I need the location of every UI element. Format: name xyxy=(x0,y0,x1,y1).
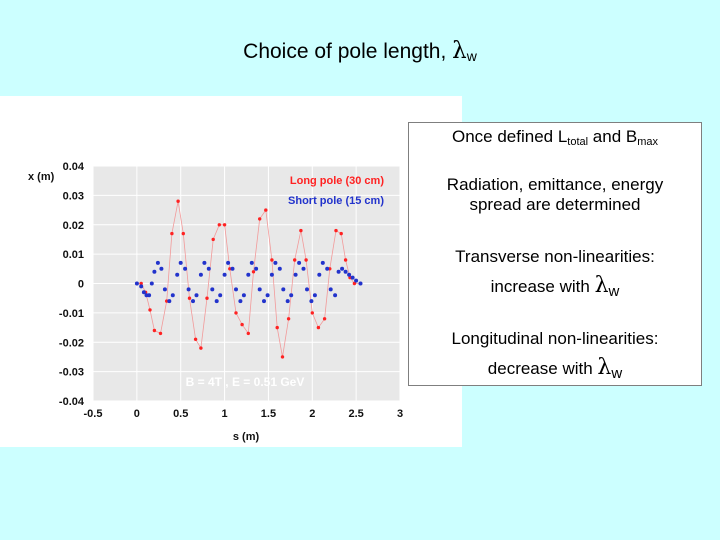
trajectory-plot xyxy=(0,96,462,447)
long-pole-point xyxy=(218,223,221,226)
short-pole-point xyxy=(210,287,214,291)
info-text: decrease with xyxy=(487,359,593,379)
info-text: Longitudinal non-linearities: xyxy=(451,329,659,348)
x-tick-label: 2.5 xyxy=(348,408,364,420)
short-pole-point xyxy=(266,293,270,297)
short-pole-point xyxy=(215,299,219,303)
short-pole-point xyxy=(340,267,344,271)
long-pole-point xyxy=(281,355,284,358)
x-tick-label: 1 xyxy=(221,408,228,420)
long-pole-point xyxy=(194,338,197,341)
y-tick-label: 0 xyxy=(77,278,84,291)
short-pole-point xyxy=(273,261,277,265)
slide-title xyxy=(0,38,720,64)
long-pole-point xyxy=(176,200,179,203)
short-pole-point xyxy=(183,267,187,271)
short-pole-point xyxy=(344,270,348,274)
short-pole-point xyxy=(286,299,290,303)
short-pole-point xyxy=(246,273,250,277)
short-pole-point xyxy=(167,299,171,303)
short-pole-point xyxy=(294,273,298,277)
short-pole-point xyxy=(297,261,301,265)
plot-canvas xyxy=(0,96,462,447)
short-pole-point xyxy=(289,293,293,297)
long-pole-point xyxy=(159,332,162,335)
short-pole-point xyxy=(238,299,242,303)
short-pole-point xyxy=(270,273,274,277)
short-pole-point xyxy=(242,293,246,297)
short-pole-point xyxy=(139,284,143,288)
info-line-defined xyxy=(409,127,701,149)
y-tick-label: -0.01 xyxy=(58,307,84,320)
long-pole-point xyxy=(340,232,343,235)
short-pole-point xyxy=(175,273,179,277)
y-tick-label: 0.04 xyxy=(62,161,84,173)
y-tick-label: -0.02 xyxy=(58,337,84,350)
short-pole-point xyxy=(305,287,309,291)
short-pole-point xyxy=(187,287,191,291)
short-pole-point xyxy=(150,282,154,286)
long-pole-point xyxy=(240,323,243,326)
info-box xyxy=(408,122,702,386)
x-tick-label: 0.5 xyxy=(173,408,189,420)
long-pole-point xyxy=(252,270,255,273)
lambda-subscript: w xyxy=(466,48,477,64)
short-pole-point xyxy=(278,267,282,271)
long-pole-point xyxy=(276,326,279,329)
short-pole-point xyxy=(152,270,156,274)
short-pole-point xyxy=(234,287,238,291)
info-line-transverse xyxy=(409,247,701,301)
long-pole-point xyxy=(311,311,314,314)
long-pole-point xyxy=(334,229,337,232)
short-pole-point xyxy=(321,261,325,265)
short-pole-point xyxy=(325,267,329,271)
info-text: and B xyxy=(588,127,638,146)
long-pole-point xyxy=(287,317,290,320)
legend-short-pole: Short pole (15 cm) xyxy=(288,195,384,207)
short-pole-point xyxy=(354,279,358,283)
short-pole-point xyxy=(163,287,167,291)
long-pole-point xyxy=(299,229,302,232)
short-pole-point xyxy=(199,273,203,277)
short-pole-point xyxy=(313,293,317,297)
short-pole-point xyxy=(262,299,266,303)
title-text: Choice of pole length, xyxy=(243,40,447,63)
y-axis-label: x (m) xyxy=(28,171,55,183)
y-tick-label: 0.01 xyxy=(62,249,84,262)
long-pole-point xyxy=(293,258,296,261)
lambda-symbol: λ xyxy=(594,273,609,299)
short-pole-point xyxy=(258,287,262,291)
info-text: Transverse non-linearities: xyxy=(455,247,655,266)
short-pole-point xyxy=(302,267,306,271)
lambda-subscript: w xyxy=(608,283,620,301)
info-text: spread are determined xyxy=(469,195,641,215)
short-pole-point xyxy=(226,261,230,265)
long-pole-point xyxy=(344,258,347,261)
short-pole-point xyxy=(191,299,195,303)
info-text: Once defined L xyxy=(451,127,568,146)
info-subscript: max xyxy=(637,136,659,148)
info-text: Radiation, emittance, energy xyxy=(446,175,664,194)
long-pole-point xyxy=(148,308,151,311)
short-pole-point xyxy=(281,287,285,291)
short-pole-point xyxy=(250,261,254,265)
short-pole-point xyxy=(309,299,313,303)
info-subscript: total xyxy=(567,136,589,148)
x-axis-label: s (m) xyxy=(232,431,260,443)
short-pole-point xyxy=(202,261,206,265)
y-tick-label: -0.03 xyxy=(58,366,84,379)
short-pole-point xyxy=(231,267,235,271)
long-pole-point xyxy=(258,217,261,220)
long-pole-point xyxy=(170,232,173,235)
short-pole-point xyxy=(207,267,211,271)
lambda-subscript: w xyxy=(611,365,623,383)
long-pole-point xyxy=(212,238,215,241)
short-pole-point xyxy=(135,282,139,286)
short-pole-point xyxy=(218,293,222,297)
short-pole-point xyxy=(171,293,175,297)
info-line-radiation xyxy=(409,175,701,216)
long-pole-point xyxy=(205,297,208,300)
x-tick-label: 0 xyxy=(133,408,140,420)
short-pole-point xyxy=(337,270,341,274)
x-tick-label: 2 xyxy=(309,408,316,420)
x-tick-label: 3 xyxy=(396,408,404,420)
short-pole-point xyxy=(223,273,227,277)
short-pole-point xyxy=(329,287,333,291)
long-pole-point xyxy=(199,346,202,349)
long-pole-point xyxy=(264,208,267,211)
long-pole-point xyxy=(304,258,307,261)
long-pole-point xyxy=(223,223,226,226)
lambda-symbol: λ xyxy=(597,355,612,381)
short-pole-point xyxy=(147,293,151,297)
info-line-longitudinal xyxy=(409,329,701,383)
x-tick-label: 1.5 xyxy=(260,408,277,420)
y-tick-label: 0.02 xyxy=(62,219,84,232)
short-pole-point xyxy=(333,293,337,297)
field-energy-annotation: B = 4T , E = 0.51 GeV xyxy=(185,375,305,389)
legend-long-pole: Long pole (30 cm) xyxy=(289,175,384,187)
short-pole-point xyxy=(359,282,363,286)
long-pole-point xyxy=(182,232,185,235)
short-pole-point xyxy=(317,273,321,277)
x-tick-label: -0.5 xyxy=(83,408,103,420)
short-pole-point xyxy=(347,273,351,277)
long-pole-point xyxy=(270,258,273,261)
short-pole-point xyxy=(351,276,355,280)
long-pole-point xyxy=(317,326,320,329)
info-text: increase with xyxy=(490,277,590,297)
long-pole-point xyxy=(323,317,326,320)
y-tick-label: -0.04 xyxy=(58,396,84,408)
long-pole-point xyxy=(153,329,156,332)
short-pole-point xyxy=(142,290,146,294)
long-pole-point xyxy=(247,332,250,335)
y-tick-label: 0.03 xyxy=(62,190,84,203)
long-pole-point xyxy=(188,297,191,300)
short-pole-point xyxy=(254,267,258,271)
long-pole-point xyxy=(234,311,237,314)
short-pole-point xyxy=(179,261,183,265)
short-pole-point xyxy=(156,261,160,265)
short-pole-point xyxy=(195,293,199,297)
short-pole-point xyxy=(159,267,163,271)
lambda-symbol: λ xyxy=(452,38,467,64)
